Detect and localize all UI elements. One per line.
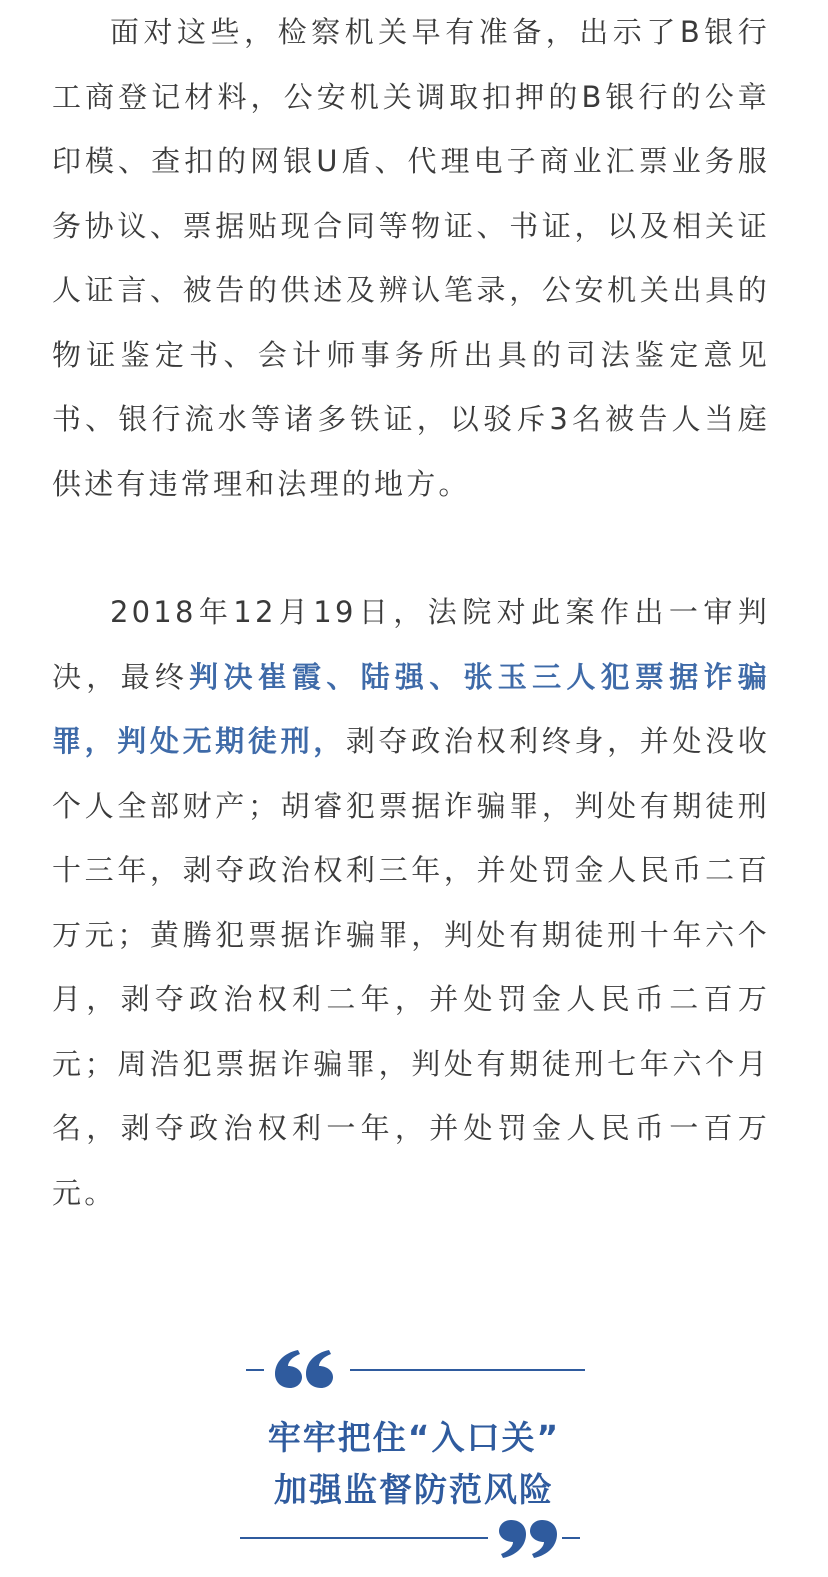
- quote-title-line2: 加强监督防范风险: [274, 1470, 554, 1509]
- paragraph-verdict: [52, 580, 770, 1225]
- quote-divider-bottom: [240, 1518, 585, 1558]
- verdict-text-before: 2018年12月19日，法院对此案作出一审判决，最终: [52, 595, 770, 694]
- quote-title-line1: 牢牢把住“入口关”: [267, 1418, 561, 1457]
- paragraph-evidence: 面对这些，检察机关早有准备，出示了B银行工商登记材料，公安机关调取扣押的B银行的公章印模、查扣的网银U盾、代理电子商业汇票业务服务协议、票据贴现合同等物证、书证，以及相关证人证言、被告的供述及辨认笔录，公安机关出具的物证鉴定书、会计师事务所出具的司法鉴定意见书、银行流水等诸多铁证，以驳斥3名被告人当庭供述有违常理和法理的地方。: [52, 15, 770, 501]
- divider-line-long: [350, 1369, 585, 1371]
- close-quote-icon: [496, 1518, 558, 1558]
- divider-line-long: [240, 1537, 488, 1539]
- verdict-text-after: 剥夺政治权利终身，并处没收个人全部财产；胡睿犯票据诈骗罪，判处有期徒刑十三年，剥夺政治权利三年，并处罚金人民币二百万元；黄腾犯票据诈骗罪，判处有期徒刑十年六个月，剥夺政治权利二年，并处罚金人民币二百万元；周浩犯票据诈骗罪，判处有期徒刑七年六个月名，剥夺政治权利一年，并处罚金人民币一百万元。: [52, 724, 770, 1210]
- open-quote-icon: [274, 1350, 336, 1390]
- verdict-highlight: 判决崔霞、陆强、张玉三人犯票据诈骗罪，判处无期徒刑，: [52, 659, 770, 758]
- divider-line-short: [562, 1537, 580, 1539]
- quote-divider-top: [240, 1350, 585, 1390]
- article-body: [52, 0, 770, 1225]
- divider-line-short: [246, 1369, 264, 1371]
